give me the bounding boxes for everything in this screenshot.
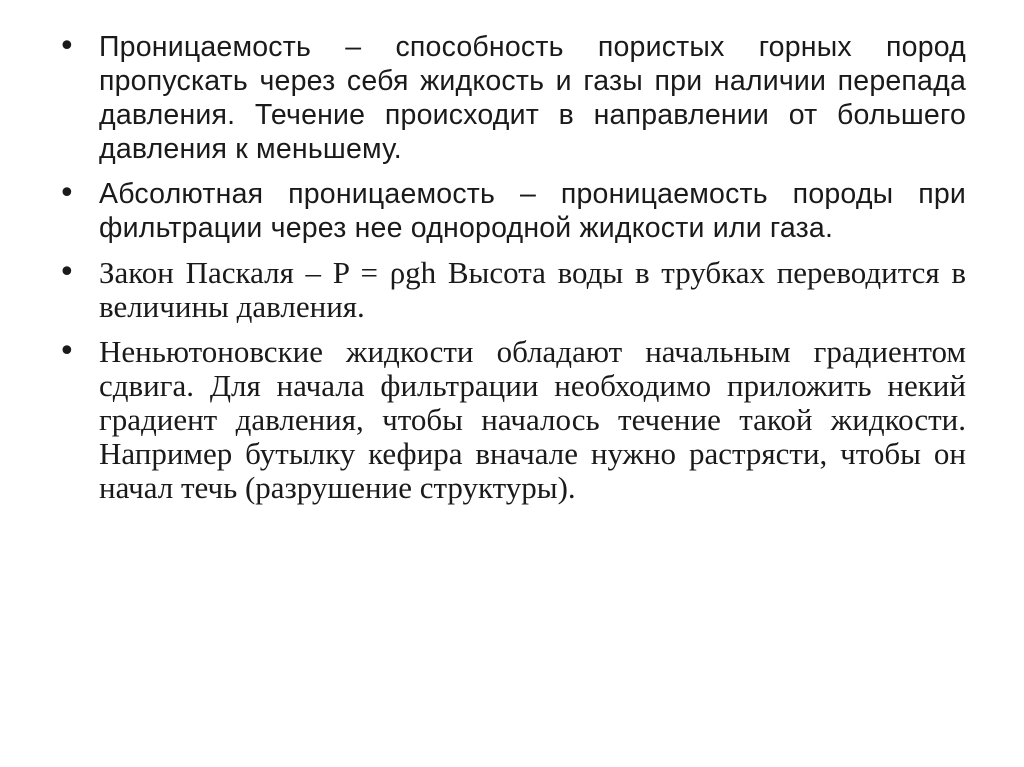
bullet-text-permeability: Проницаемость – способность пористых горных пород пропускать через себя жидкость и газы при наличии перепада давления. Течение происходит в направлении от большего давления к меньшему.	[99, 31, 966, 165]
bullet-non-newtonian	[58, 335, 966, 505]
bullet-permeability	[58, 30, 966, 166]
bullet-icon: •	[58, 255, 76, 290]
bullet-text-non-newtonian: Неньютоновские жидкости обладают начальным градиентом сдвига. Для начала фильтрации необходимо приложить некий градиент давления, чтобы началось течение такой жидкости. Например бутылку кефира вначале нужно растрясти, чтобы он начал течь (разрушение структуры).	[99, 334, 966, 505]
bullet-text-absolute-permeability: Абсолютная проницаемость – проницаемость породы при фильтрации через нее однородной жидкости или газа.	[99, 178, 966, 244]
bullet-absolute-permeability	[58, 177, 966, 245]
bullet-list	[58, 30, 966, 516]
bullet-text-pascal-law: Закон Паскаля – P = ρgh Высота воды в трубках переводится в величины давления.	[99, 255, 966, 324]
bullet-pascal-law	[58, 256, 966, 324]
bullet-icon: •	[58, 334, 76, 369]
bullet-icon: •	[58, 29, 76, 64]
bullet-icon: •	[58, 176, 76, 211]
